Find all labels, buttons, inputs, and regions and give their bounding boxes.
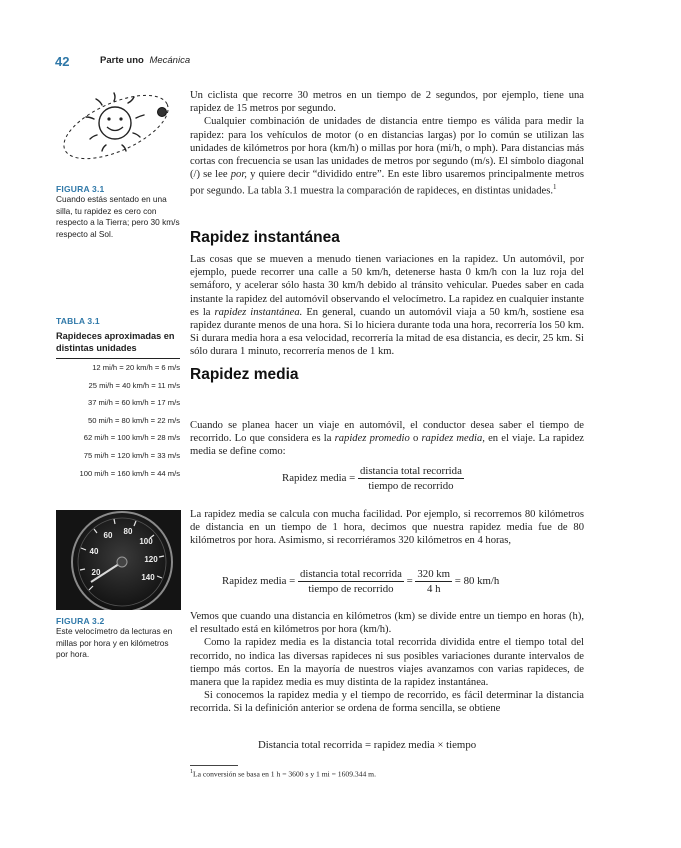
- sun-face: [99, 107, 131, 139]
- table-3-1: [56, 316, 180, 482]
- paragraph: Si conocemos la rapidez media y el tiempo de recorrido, es fácil determinar la distancia recorrida. Si la definición anterior se ordena de forma sencilla, se obtiene: [190, 690, 584, 715]
- table-row: 100 mi/h = 160 km/h = 44 m/s: [79, 468, 180, 478]
- running-head: [100, 55, 190, 66]
- gauge-number: 60: [103, 531, 113, 540]
- paragraph: Un ciclista que recorre 30 metros en un tiempo de 2 segundos, por ejemplo, tiene una rapidez de 15 metros por segundo.: [190, 90, 584, 115]
- paragraph: Como la rapidez media es la distancia total recorrida dividida entre el tiempo total del recorrido, no indica las diversas rapideces ni sus posibles variaciones durante intervalos de tiempo más cortos. En la mayoría de nuestros viajes avanzamos con varias rapideces, de manera que la rapidez media es muy distinta de la rapidez instantánea.: [190, 637, 584, 689]
- table-row: 62 mi/h = 100 km/h = 28 m/s: [83, 433, 180, 443]
- table-row: 75 mi/h = 120 km/h = 33 m/s: [83, 450, 180, 460]
- footnote: $^1$La conversión se basa en 1 h = 3600 s y 1 mi = 1609.344 m.: [190, 769, 376, 779]
- section-heading-average-speed: Rapidez media: [190, 366, 299, 383]
- table-3-1-label: TABLA 3.1: [56, 316, 100, 326]
- closing-paragraphs: [190, 610, 584, 716]
- figure-3-2-caption: Este velocímetro da lecturas en millas por hora y en kilómetros por hora.: [56, 626, 173, 660]
- gauge-number: 120: [144, 555, 158, 564]
- gauge-number: 140: [141, 573, 155, 582]
- intro-paragraphs: [190, 89, 584, 198]
- equation-average-speed-definition: Rapidez media = $\frac{\text{distancia total recorrida}}{\text{tiempo de recorrido}}$: [282, 465, 462, 492]
- page-number: 42: [55, 54, 70, 69]
- equation-average-speed-example: Rapidez media = $\frac{\text{distancia total recorrida}}{\text{tiempo de recorrido}}$ = $\frac{320 km}{4 h}$ = 80 km/h: [222, 568, 500, 595]
- paragraph: Cuando se planea hacer un viaje en automóvil, el conductor desea saber el tiempo de recorrido. Lo que considera es la rapidez promedio o rapidez media, en el viaje. La rapidez media se define como:: [190, 420, 585, 458]
- section-heading-instant-speed: Rapidez instantánea: [190, 229, 340, 246]
- figure-3-1-caption: Cuando estás sentado en una silla, tu rapidez es cero con respecto a la Tierra; pero 30 km/s respecto al Sol.: [56, 194, 180, 239]
- footnote-rule: [190, 765, 238, 766]
- gauge-number: 20: [91, 568, 101, 577]
- gauge-number: 100: [139, 537, 153, 546]
- paragraph: Vemos que cuando una distancia en kilómetros (km) se divide entre un tiempo en horas (h), el resultado está en kilómetros por hora (km/h).: [190, 611, 584, 636]
- table-row: 12 mi/h = 20 km/h = 6 m/s: [92, 363, 180, 372]
- figure-3-2-caption-block: [56, 616, 180, 661]
- figure-3-1-sun-illustration: [56, 85, 178, 175]
- table-3-1-title: Rapideces aproximadas en distintas unidades: [56, 331, 175, 353]
- equation-distance: Distancia total recorrida = rapidez media × tiempo: [258, 739, 477, 751]
- paragraph: Las cosas que se mueven a menudo tienen variaciones en la rapidez. Un automóvil, por ejemplo, puede recorrer una calle a 50 km/h, detenerse hasta 0 km/h con la luz roja del semáforo, y acelerar sólo hasta 30 km/h debido al tránsito vehicular. Puedes saber en cada instante la rapidez del automóvil observando el velocímetro. La rapidez en cualquier instante es la rapidez instantánea. En general, cuando un automóvil viaja a 50 km/h, sostiene esa rapidez durante menos de una hora. Si lo hiciera durante toda una hora, recorrería los 50 km. Si durara media hora a esa velocidad, recorrería la mitad de esa distancia, es decir, 25 km. Si sólo durara 1 minuto, recorrería menos de 1 km.: [190, 254, 584, 358]
- table-row: 50 mi/h = 80 km/h = 22 m/s: [87, 415, 180, 425]
- gauge-number: 80: [123, 527, 133, 536]
- figure-3-2-speedometer-photo: [56, 510, 181, 610]
- part-title: Parte uno: [100, 55, 144, 66]
- earth-icon: [158, 108, 167, 117]
- footnote-reference: 1: [553, 183, 557, 192]
- table-row: 37 mi/h = 60 km/h = 17 m/s: [87, 398, 180, 408]
- paragraph: La rapidez media se calcula con mucha facilidad. Por ejemplo, si recorremos 80 kilómetros de distancia en un tiempo de 1 hora, decimos que nuestra rapidez media fue de 80 kilómetros por hora. Asimismo, si recorriéramos 320 kilómetros en 4 horas,: [190, 509, 584, 547]
- chapter-title: Mecánica: [149, 55, 191, 66]
- table-row: 25 mi/h = 40 km/h = 11 m/s: [88, 380, 180, 390]
- gauge-number: 40: [89, 547, 99, 556]
- figure-3-1-caption-block: [56, 184, 180, 240]
- figure-3-2-label: FIGURA 3.2: [56, 616, 105, 626]
- figure-3-1-label: FIGURA 3.1: [56, 184, 105, 194]
- paragraph: Cualquier combinación de unidades de distancia entre tiempo es válida para medir la rapidez: para los vehículos de motor (o en distancias largas) por lo común se utilizan las unidades de kilómetros por hora (km/h) o millas por hora (mi/h, o mph). Para distancias más cortas con frecuencia se usan las unidades de metros por segundo (m/s). El símbolo diagonal (/) se lee por, y quiere decir “dividido entre”. En este libro usaremos principalmente metros por segundo. La tabla 3.1 muestra la comparación de rapideces, en distintas unidades.$^1$: [190, 116, 584, 197]
